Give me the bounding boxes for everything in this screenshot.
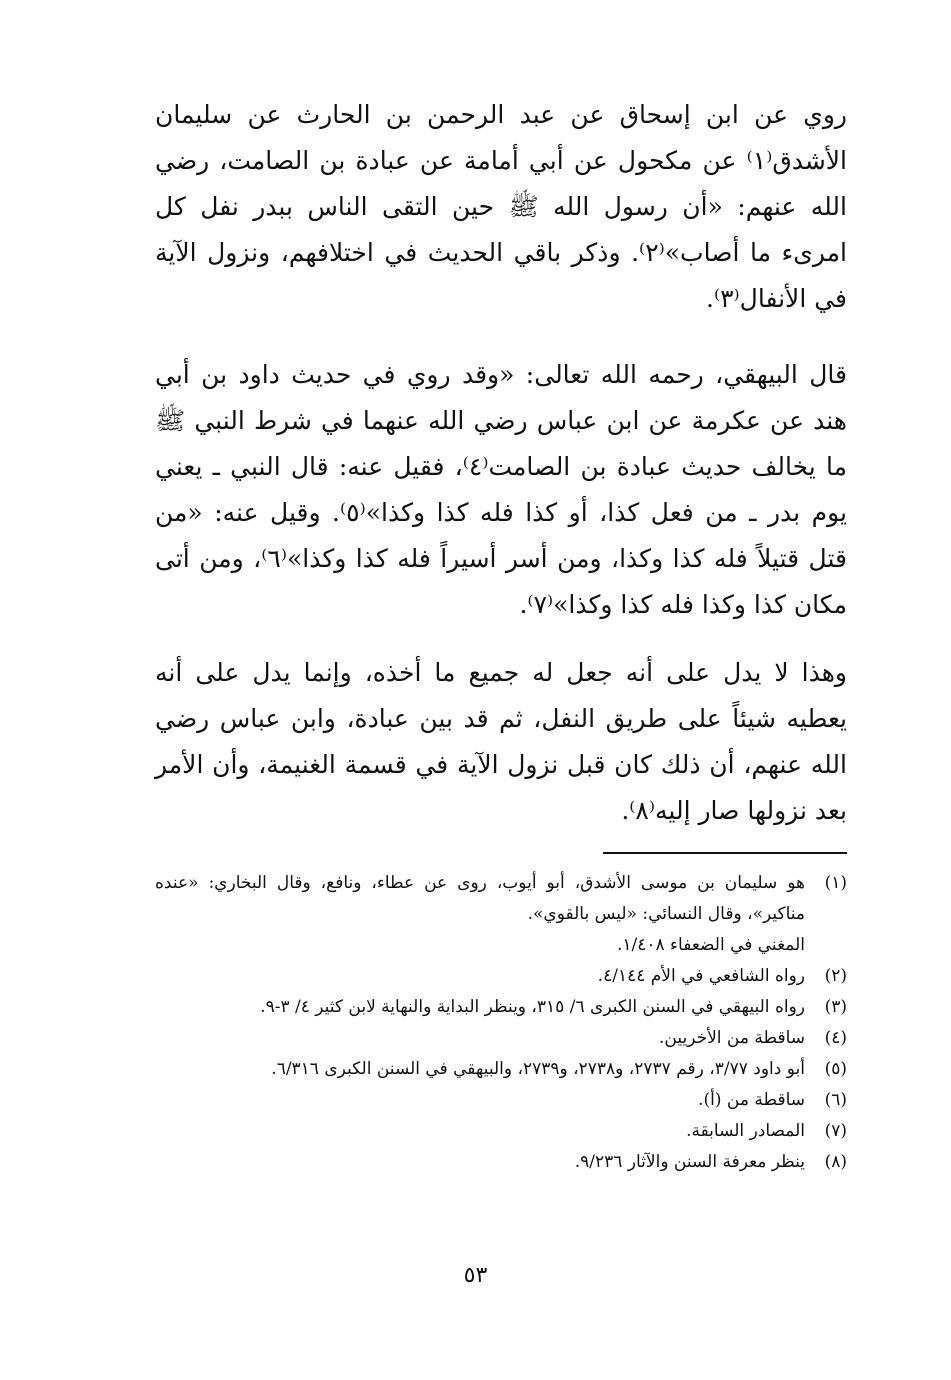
footnote-number: (٧)	[824, 1121, 847, 1141]
footnote-line: المصادر السابقة.	[686, 1121, 805, 1141]
footnote-number: (٤)	[824, 1028, 847, 1048]
footnote-separator	[603, 852, 847, 854]
footnote-text	[155, 1147, 805, 1178]
footnote-6	[155, 1085, 847, 1116]
footnote-7	[155, 1116, 847, 1147]
footnote-text	[155, 1023, 805, 1054]
footnote-line: هو سليمان بن موسى الأشدق، أبو أيوب، روى عن عطاء، ونافع، وقال البخاري: «عنده مناكير»، وقال النسائي: «ليس بالقوي».	[155, 873, 805, 924]
page-number: ٥٣	[463, 1263, 488, 1288]
footnote-number: (٥)	[824, 1059, 847, 1079]
body-paragraph-2: قال البيهقي، رحمه الله تعالى: «وقد روي في حديث داود بن أبي هند عن عكرمة عن ابن عباس رضي الله عنهما في شرط النبي ﷺ ما يخالف حديث عبادة بن الصامت⁽٤⁾، فقيل عنه: قال النبي ـ يعني يوم بدر ـ من فعل كذا، أو كذا فله كذا وكذا»⁽٥⁾. وقيل عنه: «من قتل قتيلاً فله كذا وكذا، ومن أسر أسيراً فله كذا وكذا»⁽٦⁾، ومن أتى مكان كذا وكذا فله كذا وكذا»⁽٧⁾.	[155, 360, 847, 619]
footnote-text	[155, 1116, 805, 1147]
footnote-line: رواه الشافعي في الأم ٤/١٤٤.	[597, 966, 805, 986]
body-paragraph-3: وهذا لا يدل على أنه جعل له جميع ما أخذه، وإنما يدل على أنه يعطيه شيئاً على طريق النفل، ثم قد بين عبادة، وابن عباس رضي الله عنهم، أن ذلك كان قبل نزول الآية في قسمة الغنيمة، وأن الأمر بعد نزولها صار إليه⁽٨⁾.	[155, 658, 847, 825]
footnote-number: (٨)	[824, 1152, 847, 1172]
footnote-2	[155, 961, 847, 992]
footnote-1	[155, 868, 847, 961]
footnote-number: (٣)	[824, 997, 847, 1017]
footnote-text	[155, 1085, 805, 1116]
footnote-text	[155, 961, 805, 992]
footnote-line: رواه البيهقي في السنن الكبرى ٦/ ٣١٥، وينظر البداية والنهاية لابن كثير ٤/ ٣-٩.	[260, 997, 805, 1017]
footnote-3	[155, 992, 847, 1023]
footnote-line: ساقطة من الأخريين.	[659, 1028, 805, 1048]
footnote-line: ساقطة من (أ).	[698, 1090, 805, 1110]
footnotes-list	[155, 868, 847, 1178]
footnote-number: (٢)	[824, 966, 847, 986]
footnote-number: (١)	[824, 873, 847, 893]
footnote-5	[155, 1054, 847, 1085]
footnote-number: (٦)	[824, 1090, 847, 1110]
footnote-text	[155, 868, 805, 961]
footnote-line: ينظر معرفة السنن والآثار ٩/٢٣٦.	[574, 1152, 805, 1172]
footnote-4	[155, 1023, 847, 1054]
footnote-line: أبو داود ٣/٧٧، رقم ٢٧٣٧، و٢٧٣٨، و٢٧٣٩، والبيهقي في السنن الكبرى ٦/٣١٦.	[271, 1059, 805, 1079]
footnote-text	[155, 992, 805, 1023]
body-paragraph-1: روي عن ابن إسحاق عن عبد الرحمن بن الحارث عن سليمان الأشدق⁽١⁾ عن مكحول عن أبي أمامة عن عبادة بن الصامت، رضي الله عنهم: «أن رسول الله ﷺ حين التقى الناس ببدر نفل كل امرىء ما أصاب»⁽٢⁾. وذكر باقي الحديث في اختلافهم، ونزول الآية في الأنفال⁽٣⁾.	[155, 100, 848, 313]
footnote-line: المغني في الضعفاء ١/٤٠٨.	[616, 935, 805, 955]
footnote-text	[155, 1054, 805, 1085]
footnote-8	[155, 1147, 847, 1178]
